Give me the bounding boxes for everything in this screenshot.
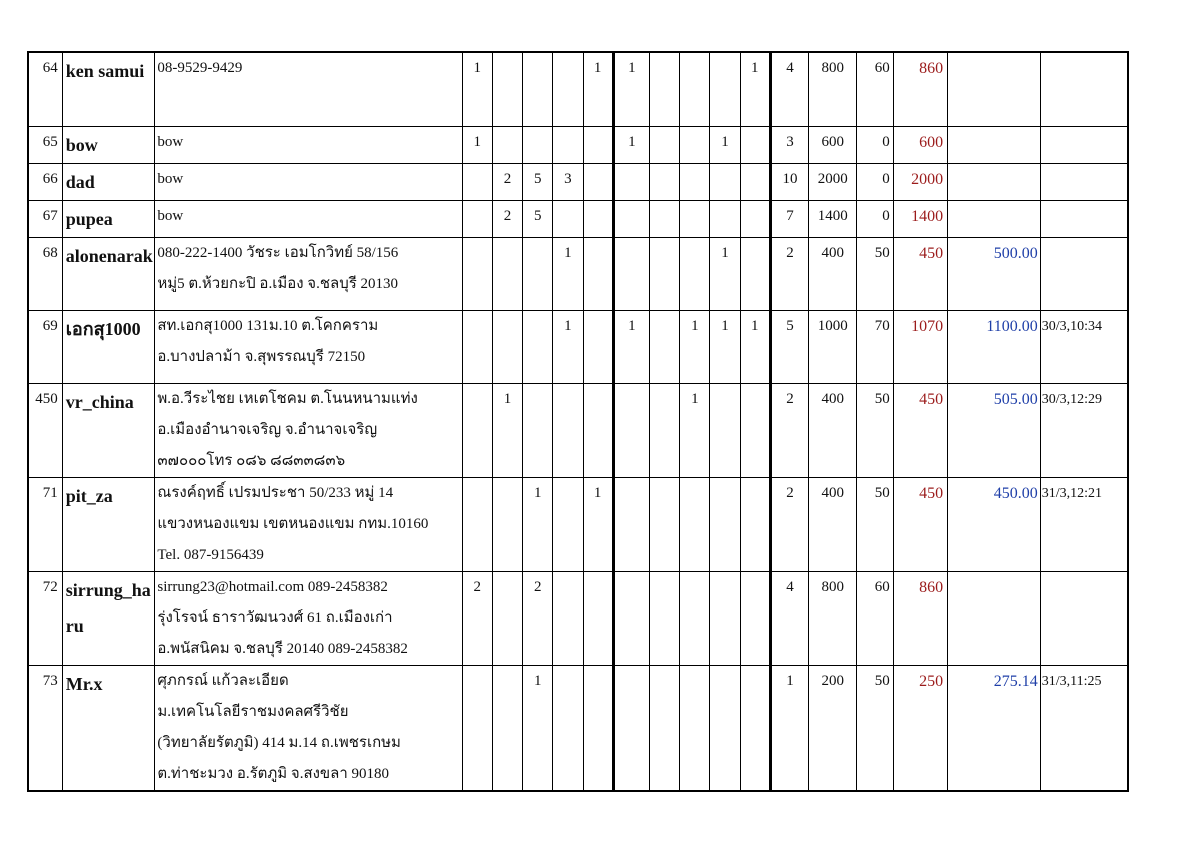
customer-address: ณรงค์ฤทธิ์ เปรมประชา 50/233 หมู่ 14 แขวงหนองแขม เขตหนองแขม กทม.10160 Tel. 087-9156439: [155, 477, 462, 571]
total-qty-cell: 2: [770, 237, 808, 310]
price-cell: 250: [893, 665, 947, 791]
quantity-cell: 1: [523, 665, 553, 791]
quantity-cell: 2: [492, 200, 522, 237]
table-row: [28, 52, 1128, 126]
quantity-cell: [583, 126, 613, 163]
paid-cell: [948, 52, 1041, 126]
quantity-cell: [492, 126, 522, 163]
quantity-cell: [583, 237, 613, 310]
paid-cell: 450.00: [948, 477, 1041, 571]
total-qty-cell: 4: [770, 571, 808, 665]
amount-cell: 400: [809, 477, 857, 571]
customer-address: bow: [155, 200, 462, 237]
customer-address: bow: [155, 126, 462, 163]
price-cell: 450: [893, 383, 947, 477]
quantity-cell: [649, 200, 679, 237]
customer-name: เอกสุ1000: [62, 310, 155, 383]
amount-cell: 400: [809, 383, 857, 477]
quantity-cell: [740, 665, 770, 791]
table-row: [28, 163, 1128, 200]
paid-cell: [948, 200, 1041, 237]
quantity-cell: [492, 477, 522, 571]
quantity-cell: [680, 477, 710, 571]
quantity-cell: [649, 477, 679, 571]
paid-time-cell: 31/3,12:21: [1040, 477, 1128, 571]
quantity-cell: [523, 237, 553, 310]
shipping-cell: 60: [857, 52, 893, 126]
row-number: 71: [28, 477, 62, 571]
table-row: [28, 571, 1128, 665]
row-number: 73: [28, 665, 62, 791]
quantity-cell: 1: [680, 310, 710, 383]
table-row: [28, 310, 1128, 383]
quantity-cell: [740, 200, 770, 237]
quantity-cell: [680, 126, 710, 163]
shipping-cell: 70: [857, 310, 893, 383]
quantity-cell: 1: [583, 477, 613, 571]
quantity-cell: [680, 200, 710, 237]
price-cell: 860: [893, 52, 947, 126]
quantity-cell: [492, 665, 522, 791]
shipping-cell: 60: [857, 571, 893, 665]
table-row: [28, 383, 1128, 477]
quantity-cell: [649, 163, 679, 200]
quantity-cell: [680, 237, 710, 310]
paid-cell: [948, 126, 1041, 163]
quantity-cell: [649, 126, 679, 163]
quantity-cell: [583, 163, 613, 200]
customer-address: 080-222-1400 วัชระ เอมโกวิทย์ 58/156 หมู่5 ต.ห้วยกะปิ อ.เมือง จ.ชลบุรี 20130: [155, 237, 462, 310]
table-row: [28, 665, 1128, 791]
shipping-cell: 0: [857, 200, 893, 237]
row-number: 66: [28, 163, 62, 200]
quantity-cell: [649, 383, 679, 477]
paid-time-cell: [1040, 237, 1128, 310]
amount-cell: 800: [809, 571, 857, 665]
customer-address: sirrung23@hotmail.com 089-2458382 รุ่งโรจน์ ธาราวัฒนวงศ์ 61 ถ.เมืองเก่า อ.พนัสนิคม จ.ชลบุรี 20140 089-2458382: [155, 571, 462, 665]
quantity-cell: [710, 200, 740, 237]
quantity-cell: [523, 126, 553, 163]
order-table: [27, 51, 1129, 792]
paid-time-cell: [1040, 52, 1128, 126]
quantity-cell: 1: [492, 383, 522, 477]
amount-cell: 800: [809, 52, 857, 126]
quantity-cell: [553, 477, 583, 571]
amount-cell: 1400: [809, 200, 857, 237]
quantity-cell: [553, 126, 583, 163]
customer-address: พ.อ.วีระไชย เหเตโชคม ต.โนนหนามแท่ง อ.เมืองอำนาจเจริญ จ.อำนาจเจริญ ๓๗๐๐๐โทร ๐๘๖ ๘๘๓๓๘๓๖: [155, 383, 462, 477]
quantity-cell: [553, 200, 583, 237]
row-number: 67: [28, 200, 62, 237]
quantity-cell: 2: [523, 571, 553, 665]
paid-cell: 505.00: [948, 383, 1041, 477]
quantity-cell: [492, 237, 522, 310]
total-qty-cell: 1: [770, 665, 808, 791]
customer-name: pit_za: [62, 477, 155, 571]
quantity-cell: [583, 200, 613, 237]
row-number: 450: [28, 383, 62, 477]
quantity-cell: [613, 571, 649, 665]
amount-cell: 200: [809, 665, 857, 791]
quantity-cell: [583, 571, 613, 665]
quantity-cell: 1: [740, 310, 770, 383]
quantity-cell: 1: [740, 52, 770, 126]
row-number: 64: [28, 52, 62, 126]
customer-name: bow: [62, 126, 155, 163]
quantity-cell: 1: [710, 310, 740, 383]
quantity-cell: [553, 52, 583, 126]
quantity-cell: [740, 477, 770, 571]
quantity-cell: 1: [583, 52, 613, 126]
paid-cell: 1100.00: [948, 310, 1041, 383]
price-cell: 1400: [893, 200, 947, 237]
shipping-cell: 0: [857, 126, 893, 163]
quantity-cell: [710, 383, 740, 477]
quantity-cell: [553, 383, 583, 477]
paid-time-cell: [1040, 163, 1128, 200]
paid-time-cell: [1040, 200, 1128, 237]
quantity-cell: [680, 52, 710, 126]
row-number: 69: [28, 310, 62, 383]
customer-address: 08-9529-9429: [155, 52, 462, 126]
paid-cell: 275.14: [948, 665, 1041, 791]
quantity-cell: [462, 163, 492, 200]
row-number: 65: [28, 126, 62, 163]
quantity-cell: [492, 571, 522, 665]
total-qty-cell: 2: [770, 477, 808, 571]
amount-cell: 2000: [809, 163, 857, 200]
quantity-cell: 1: [710, 237, 740, 310]
shipping-cell: 0: [857, 163, 893, 200]
quantity-cell: [462, 200, 492, 237]
amount-cell: 400: [809, 237, 857, 310]
shipping-cell: 50: [857, 237, 893, 310]
paid-cell: 500.00: [948, 237, 1041, 310]
paid-time-cell: 30/3,12:29: [1040, 383, 1128, 477]
paid-cell: [948, 571, 1041, 665]
quantity-cell: [462, 477, 492, 571]
amount-cell: 600: [809, 126, 857, 163]
total-qty-cell: 7: [770, 200, 808, 237]
quantity-cell: [523, 52, 553, 126]
quantity-cell: [680, 163, 710, 200]
quantity-cell: [710, 571, 740, 665]
quantity-cell: [710, 477, 740, 571]
quantity-cell: [462, 383, 492, 477]
shipping-cell: 50: [857, 665, 893, 791]
paid-time-cell: [1040, 571, 1128, 665]
quantity-cell: 1: [553, 310, 583, 383]
paid-time-cell: 30/3,10:34: [1040, 310, 1128, 383]
quantity-cell: [710, 52, 740, 126]
quantity-cell: [649, 310, 679, 383]
quantity-cell: [613, 163, 649, 200]
quantity-cell: [740, 571, 770, 665]
quantity-cell: [583, 383, 613, 477]
price-cell: 860: [893, 571, 947, 665]
shipping-cell: 50: [857, 477, 893, 571]
quantity-cell: [680, 571, 710, 665]
quantity-cell: [462, 310, 492, 383]
quantity-cell: 1: [553, 237, 583, 310]
quantity-cell: [740, 383, 770, 477]
quantity-cell: 1: [613, 126, 649, 163]
quantity-cell: [613, 383, 649, 477]
table-row: [28, 200, 1128, 237]
quantity-cell: [583, 310, 613, 383]
quantity-cell: [710, 163, 740, 200]
quantity-cell: [649, 52, 679, 126]
quantity-cell: [613, 665, 649, 791]
table-row: [28, 477, 1128, 571]
row-number: 72: [28, 571, 62, 665]
customer-address: สท.เอกสุ1000 131ม.10 ต.โคกคราม อ.บางปลาม้า จ.สุพรรณบุรี 72150: [155, 310, 462, 383]
quantity-cell: [613, 237, 649, 310]
quantity-cell: [523, 310, 553, 383]
price-cell: 450: [893, 477, 947, 571]
quantity-cell: [740, 163, 770, 200]
quantity-cell: [553, 665, 583, 791]
quantity-cell: 1: [462, 126, 492, 163]
customer-name: sirrung_haru: [62, 571, 155, 665]
customer-name: dad: [62, 163, 155, 200]
quantity-cell: 1: [613, 52, 649, 126]
quantity-cell: 2: [492, 163, 522, 200]
customer-name: ken samui: [62, 52, 155, 126]
quantity-cell: 2: [462, 571, 492, 665]
quantity-cell: [649, 571, 679, 665]
shipping-cell: 50: [857, 383, 893, 477]
table-row: [28, 237, 1128, 310]
quantity-cell: 1: [613, 310, 649, 383]
table-row: [28, 126, 1128, 163]
quantity-cell: [740, 126, 770, 163]
quantity-cell: [710, 665, 740, 791]
price-cell: 2000: [893, 163, 947, 200]
total-qty-cell: 3: [770, 126, 808, 163]
customer-name: pupea: [62, 200, 155, 237]
customer-name: vr_china: [62, 383, 155, 477]
quantity-cell: 1: [710, 126, 740, 163]
customer-name: alonenarak: [62, 237, 155, 310]
quantity-cell: 5: [523, 163, 553, 200]
customer-address: bow: [155, 163, 462, 200]
quantity-cell: 1: [523, 477, 553, 571]
price-cell: 450: [893, 237, 947, 310]
total-qty-cell: 10: [770, 163, 808, 200]
price-cell: 1070: [893, 310, 947, 383]
total-qty-cell: 4: [770, 52, 808, 126]
paid-cell: [948, 163, 1041, 200]
quantity-cell: [462, 237, 492, 310]
total-qty-cell: 5: [770, 310, 808, 383]
quantity-cell: [680, 665, 710, 791]
quantity-cell: [492, 52, 522, 126]
quantity-cell: [613, 477, 649, 571]
quantity-cell: [740, 237, 770, 310]
paid-time-cell: [1040, 126, 1128, 163]
quantity-cell: [492, 310, 522, 383]
quantity-cell: [462, 665, 492, 791]
customer-name: Mr.x: [62, 665, 155, 791]
quantity-cell: 1: [462, 52, 492, 126]
quantity-cell: [553, 571, 583, 665]
price-cell: 600: [893, 126, 947, 163]
total-qty-cell: 2: [770, 383, 808, 477]
row-number: 68: [28, 237, 62, 310]
paid-time-cell: 31/3,11:25: [1040, 665, 1128, 791]
quantity-cell: 3: [553, 163, 583, 200]
quantity-cell: [523, 383, 553, 477]
quantity-cell: [649, 665, 679, 791]
quantity-cell: [583, 665, 613, 791]
quantity-cell: 1: [680, 383, 710, 477]
customer-address: ศุภกรณ์ แก้วละเอียด ม.เทคโนโลยีราชมงคลศรีวิชัย (วิทยาลัยรัตภูมิ) 414 ม.14 ถ.เพชรเกษม ต.ท่าชะมวง อ.รัตภูมิ จ.สงขลา 90180: [155, 665, 462, 791]
amount-cell: 1000: [809, 310, 857, 383]
quantity-cell: [649, 237, 679, 310]
quantity-cell: 5: [523, 200, 553, 237]
quantity-cell: [613, 200, 649, 237]
